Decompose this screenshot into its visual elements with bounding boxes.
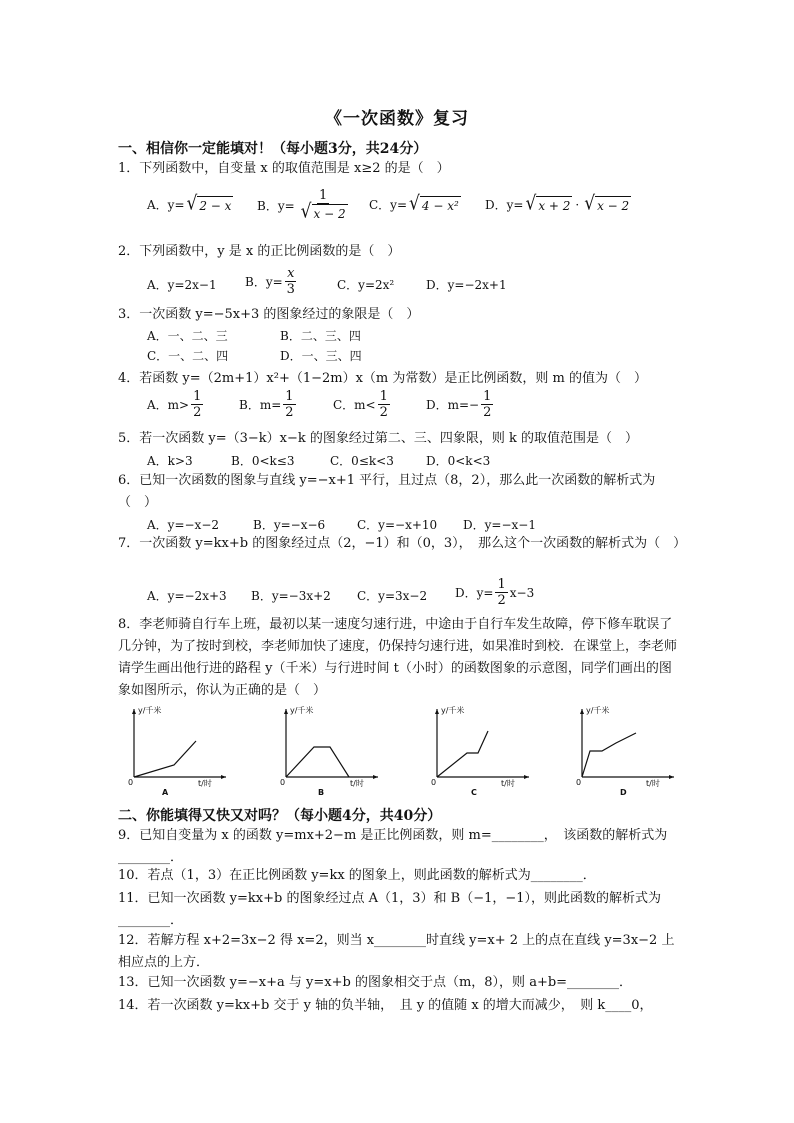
question-3-stem: 3．一次函数 y=−5x+3 的图象经过的象限是（ ） <box>118 307 420 322</box>
option-c: C．y=−x+10 <box>357 518 438 532</box>
sqrt: √ 2 − x <box>186 192 232 216</box>
question-6-stem: 6．已知一次函数的图象与直线 y=−x+1 平行，且过点（8，2），那么此一次函数的解析式为（ ） <box>118 473 656 510</box>
option-b: B．y= $\frac{x}{3}$ <box>245 266 295 297</box>
option-c: C．y=3x−2 <box>357 589 428 603</box>
question-12: 12．若解方程 x+2=3x−2 得 x=2，则当 x________时直线 y=x+ 2 上的点在直线 y=3x−2 上相应点的上方． <box>118 933 675 970</box>
question-8-stem: 8．李老师骑自行车上班，最初以某一速度匀速行进，中途由于自行车发生故障，停下修车耽误了几分钟，为了按时到校，李老师加快了速度，仍保持匀速行进，如果准时到校．在课堂上，李老师请学生画出他行进的路程 y（千米）与行进时间 t（小时）的函数图象的示意图，同学们画出的图象如图所示，你认为正确的是（ ） <box>118 617 678 698</box>
fraction: 1 √ x − 2 <box>300 188 346 224</box>
option-d: D．y=−x−1 <box>463 518 536 532</box>
option-c: C．0≤k<3 <box>330 454 394 468</box>
question-7-stem: 7．一次函数 y=kx+b 的图象经过点（2，−1）和（0，3）， 那么这个一次函数的解析式为（ ） <box>118 536 687 551</box>
question-4-stem: 4．若函数 y=（2m+1）x²+（1−2m）x（m 为常数）是正比例函数，则 m 的值为（ ） <box>118 371 647 386</box>
option-a: A．y=−x−2 <box>147 518 220 532</box>
page-title: 《一次函数》复习 <box>325 109 469 129</box>
graph-d <box>566 703 686 798</box>
question-14: 14．若一次函数 y=kx+b 交于 y 轴的负半轴， 且 y 的值随 x 的增大而减少， 则 k____0， <box>118 998 653 1013</box>
question-2-stem: 2．下列函数中，y 是 x 的正比例函数的是（ ） <box>118 244 401 259</box>
graph-label: A <box>162 788 169 797</box>
origin-label: 0 <box>431 778 437 787</box>
origin-label: 0 <box>128 778 134 787</box>
y-axis-label: y/千米 <box>586 706 610 715</box>
option-d: D．m=− $\frac{1}{2}$ <box>426 389 492 420</box>
y-axis-label: y/千米 <box>441 706 465 715</box>
option-b: B．二、三、四 <box>280 329 361 343</box>
option-b: B．y= 1 √ x − 2 <box>257 188 352 222</box>
question-9: 9．已知自变量为 x 的函数 y=mx+2−m 是正比例函数，则 m=________， 该函数的解析式为________． <box>118 828 668 865</box>
question-3-options <box>147 327 687 373</box>
option-d: D．y=−2x+1 <box>426 278 507 292</box>
option-b: B．m= $\frac{1}{2}$ <box>239 389 294 420</box>
option-b: B．0<k≤3 <box>231 454 295 468</box>
graph-label: B <box>318 788 325 797</box>
option-a: A．y=−2x+3 <box>147 589 227 603</box>
option-d: D．一、三、四 <box>280 349 362 363</box>
question-10: 10．若点（1，3）在正比例函数 y=kx 的图象上，则此函数的解析式为________． <box>118 868 596 883</box>
origin-label: 0 <box>280 778 286 787</box>
option-d: D．0<k<3 <box>426 454 491 468</box>
section-1-heading: 一、相信你一定能填对！（每小题3分，共24分） <box>118 141 428 157</box>
t-axis-label: t/时 <box>198 779 212 788</box>
option-c: C．y= √ 4 − x² <box>369 192 459 216</box>
question-1-stem: 1．下列函数中，自变量 x 的取值范围是 x≥2 的是（ ） <box>118 161 450 176</box>
question-1-options <box>147 188 687 234</box>
option-b: B．y=−3x+2 <box>251 589 331 603</box>
option-a: A．m> $\frac{1}{2}$ <box>147 389 202 420</box>
option-b: B．y=−x−6 <box>253 518 326 532</box>
y-axis-label: y/千米 <box>290 706 314 715</box>
option-d: D．y= $\frac{1}{2}$ x−3 <box>455 577 535 608</box>
graph-b <box>270 703 390 798</box>
option-d: D．y= √ x + 2 · √ x − 2 <box>485 192 630 216</box>
t-axis-label: t/时 <box>646 779 660 788</box>
option-c: C．y=2x² <box>337 278 395 292</box>
question-13: 13．已知一次函数 y=−x+a 与 y=x+b 的图象相交于点（m，8），则 a+b=________． <box>118 975 633 990</box>
question-11: 11．已知一次函数 y=kx+b 的图象经过点 A（1，3）和 B（−1，−1），则此函数的解析式为________． <box>118 891 662 928</box>
option-a: A．y= √ 2 − x <box>147 192 232 216</box>
option-c: C．一、二、四 <box>147 349 229 363</box>
y-axis-label: y/千米 <box>138 706 162 715</box>
question-8-graphs <box>118 703 678 798</box>
t-axis-label: t/时 <box>501 779 515 788</box>
section-2-heading: 二、你能填得又快又对吗？（每小题4分，共40分） <box>118 808 442 824</box>
option-a: A．k>3 <box>147 454 193 468</box>
graph-a <box>118 703 238 798</box>
origin-label: 0 <box>576 778 582 787</box>
option-a: A．y=2x−1 <box>147 278 217 292</box>
graph-label: D <box>620 788 627 797</box>
option-c: C．m< $\frac{1}{2}$ <box>333 389 388 420</box>
option-a: A．一、二、三 <box>147 329 228 343</box>
sqrt: √ 4 − x² <box>409 192 459 216</box>
question-5-stem: 5．若一次函数 y=（3−k）x−k 的图象经过第二、三、四象限，则 k 的取值范围是（ ） <box>118 431 639 446</box>
graph-c <box>421 703 541 798</box>
graph-label: C <box>471 788 477 797</box>
t-axis-label: t/时 <box>350 779 364 788</box>
